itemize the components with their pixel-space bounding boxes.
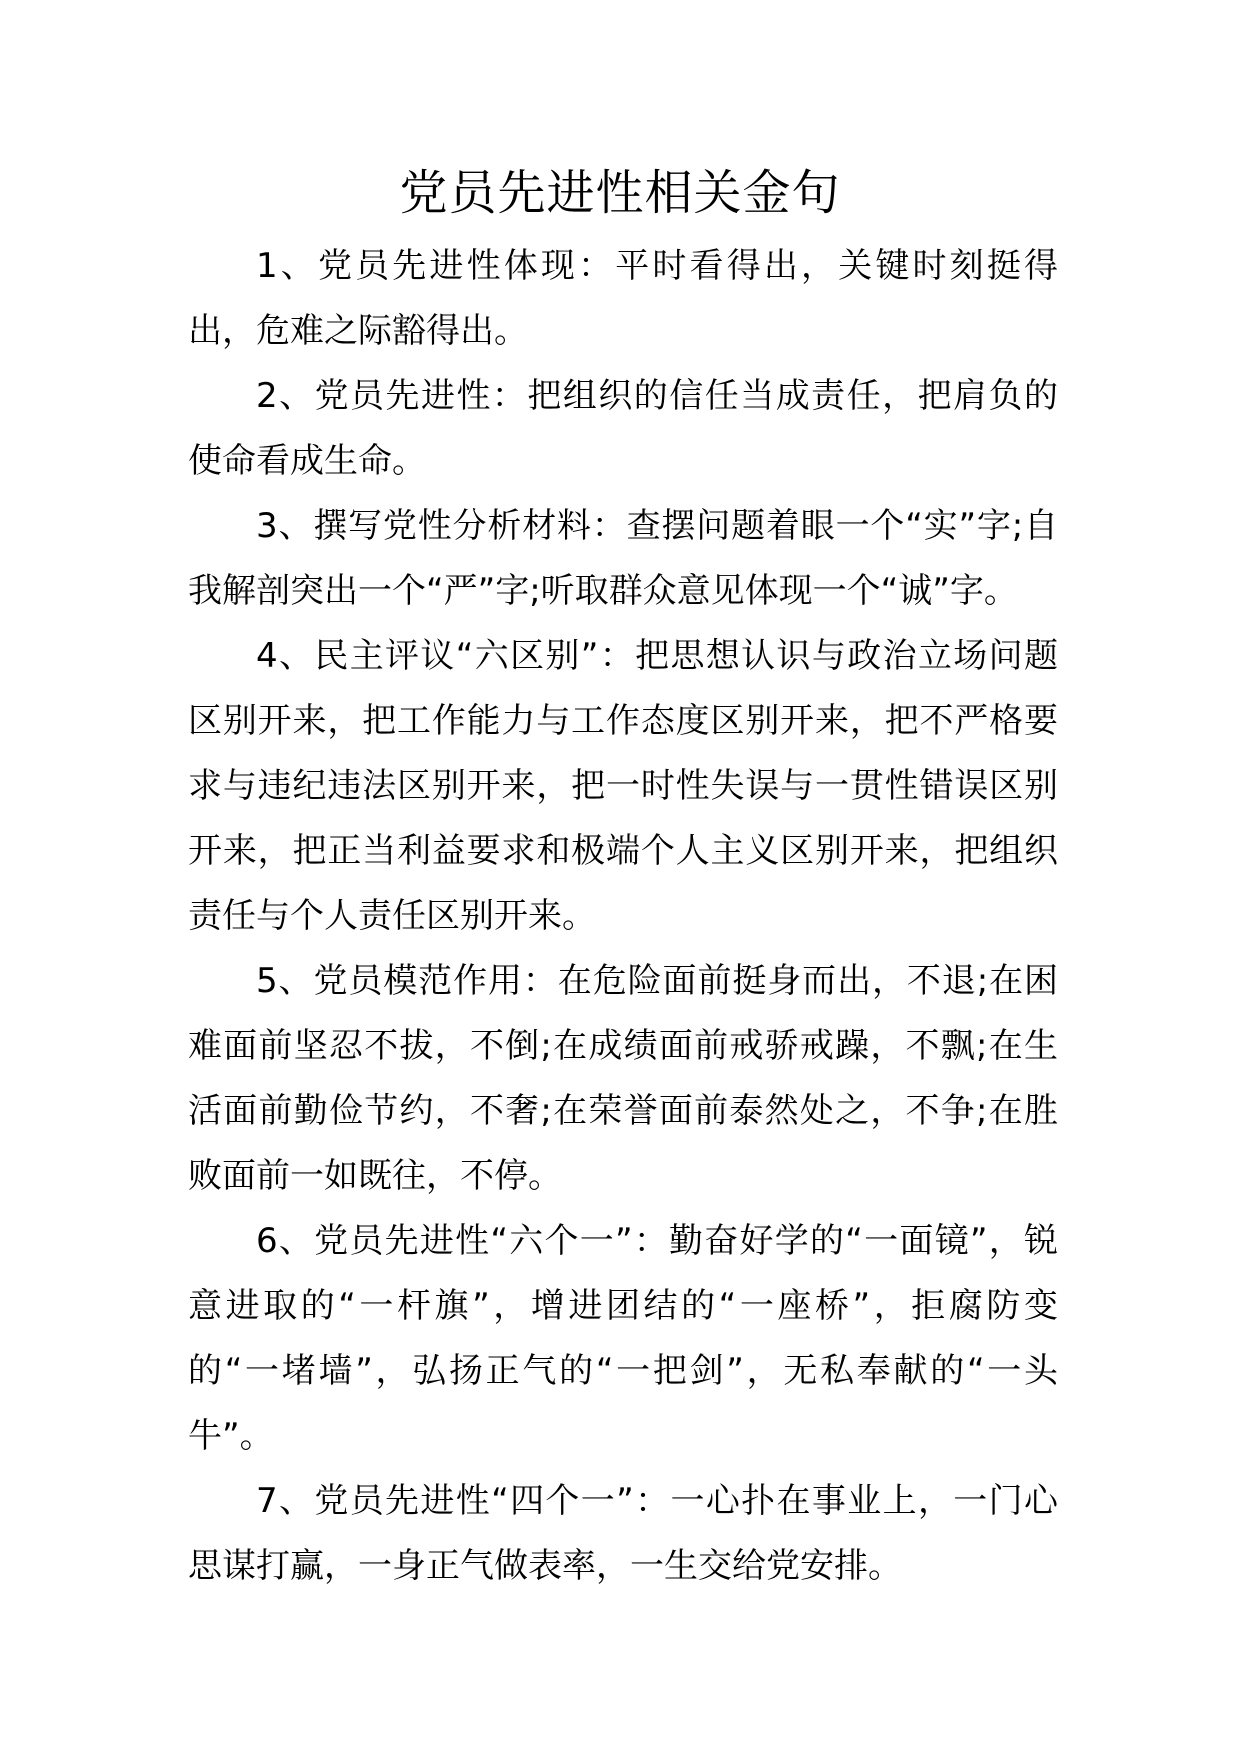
- paragraph-7: 7、党员先进性“四个一”：一心扑在事业上，一门心思谋打赢，一身正气做表率，一生交给党安排。: [188, 1481, 1058, 1586]
- paragraph-4: 4、民主评议“六区别”：把思想认识与政治立场问题区别开来，把工作能力与工作态度区别开来，把不严格要求与违纪违法区别开来，把一时性失误与一贯性错误区别开来，把正当利益要求和极端个人主义区别开来，把组织责任与个人责任区别开来。: [188, 636, 1058, 936]
- paragraph-3: 3、撰写党性分析材料：查摆问题着眼一个“实”字;自我解剖突出一个“严”字;听取群众意见体现一个“诚”字。: [188, 506, 1058, 611]
- paragraph-2: 2、党员先进性：把组织的信任当成责任，把肩负的使命看成生命。: [188, 376, 1058, 481]
- paragraph-6: 6、党员先进性“六个一”：勤奋好学的“一面镜”，锐意进取的“一杆旗”，增进团结的“一座桥”，拒腐防变的“一堵墙”，弘扬正气的“一把剑”，无私奉献的“一头牛”。: [188, 1221, 1058, 1456]
- paragraph-5: 5、党员模范作用：在危险面前挺身而出，不退;在困难面前坚忍不拔，不倒;在成绩面前戒骄戒躁，不飘;在生活面前勤俭节约，不奢;在荣誉面前泰然处之，不争;在胜败面前一如既往，不停。: [188, 961, 1058, 1196]
- document-body: [188, 234, 1058, 1599]
- document-title: 党员先进性相关金句: [399, 165, 841, 221]
- paragraph-1: 1、党员先进性体现：平时看得出，关键时刻挺得出，危难之际豁得出。: [188, 246, 1058, 351]
